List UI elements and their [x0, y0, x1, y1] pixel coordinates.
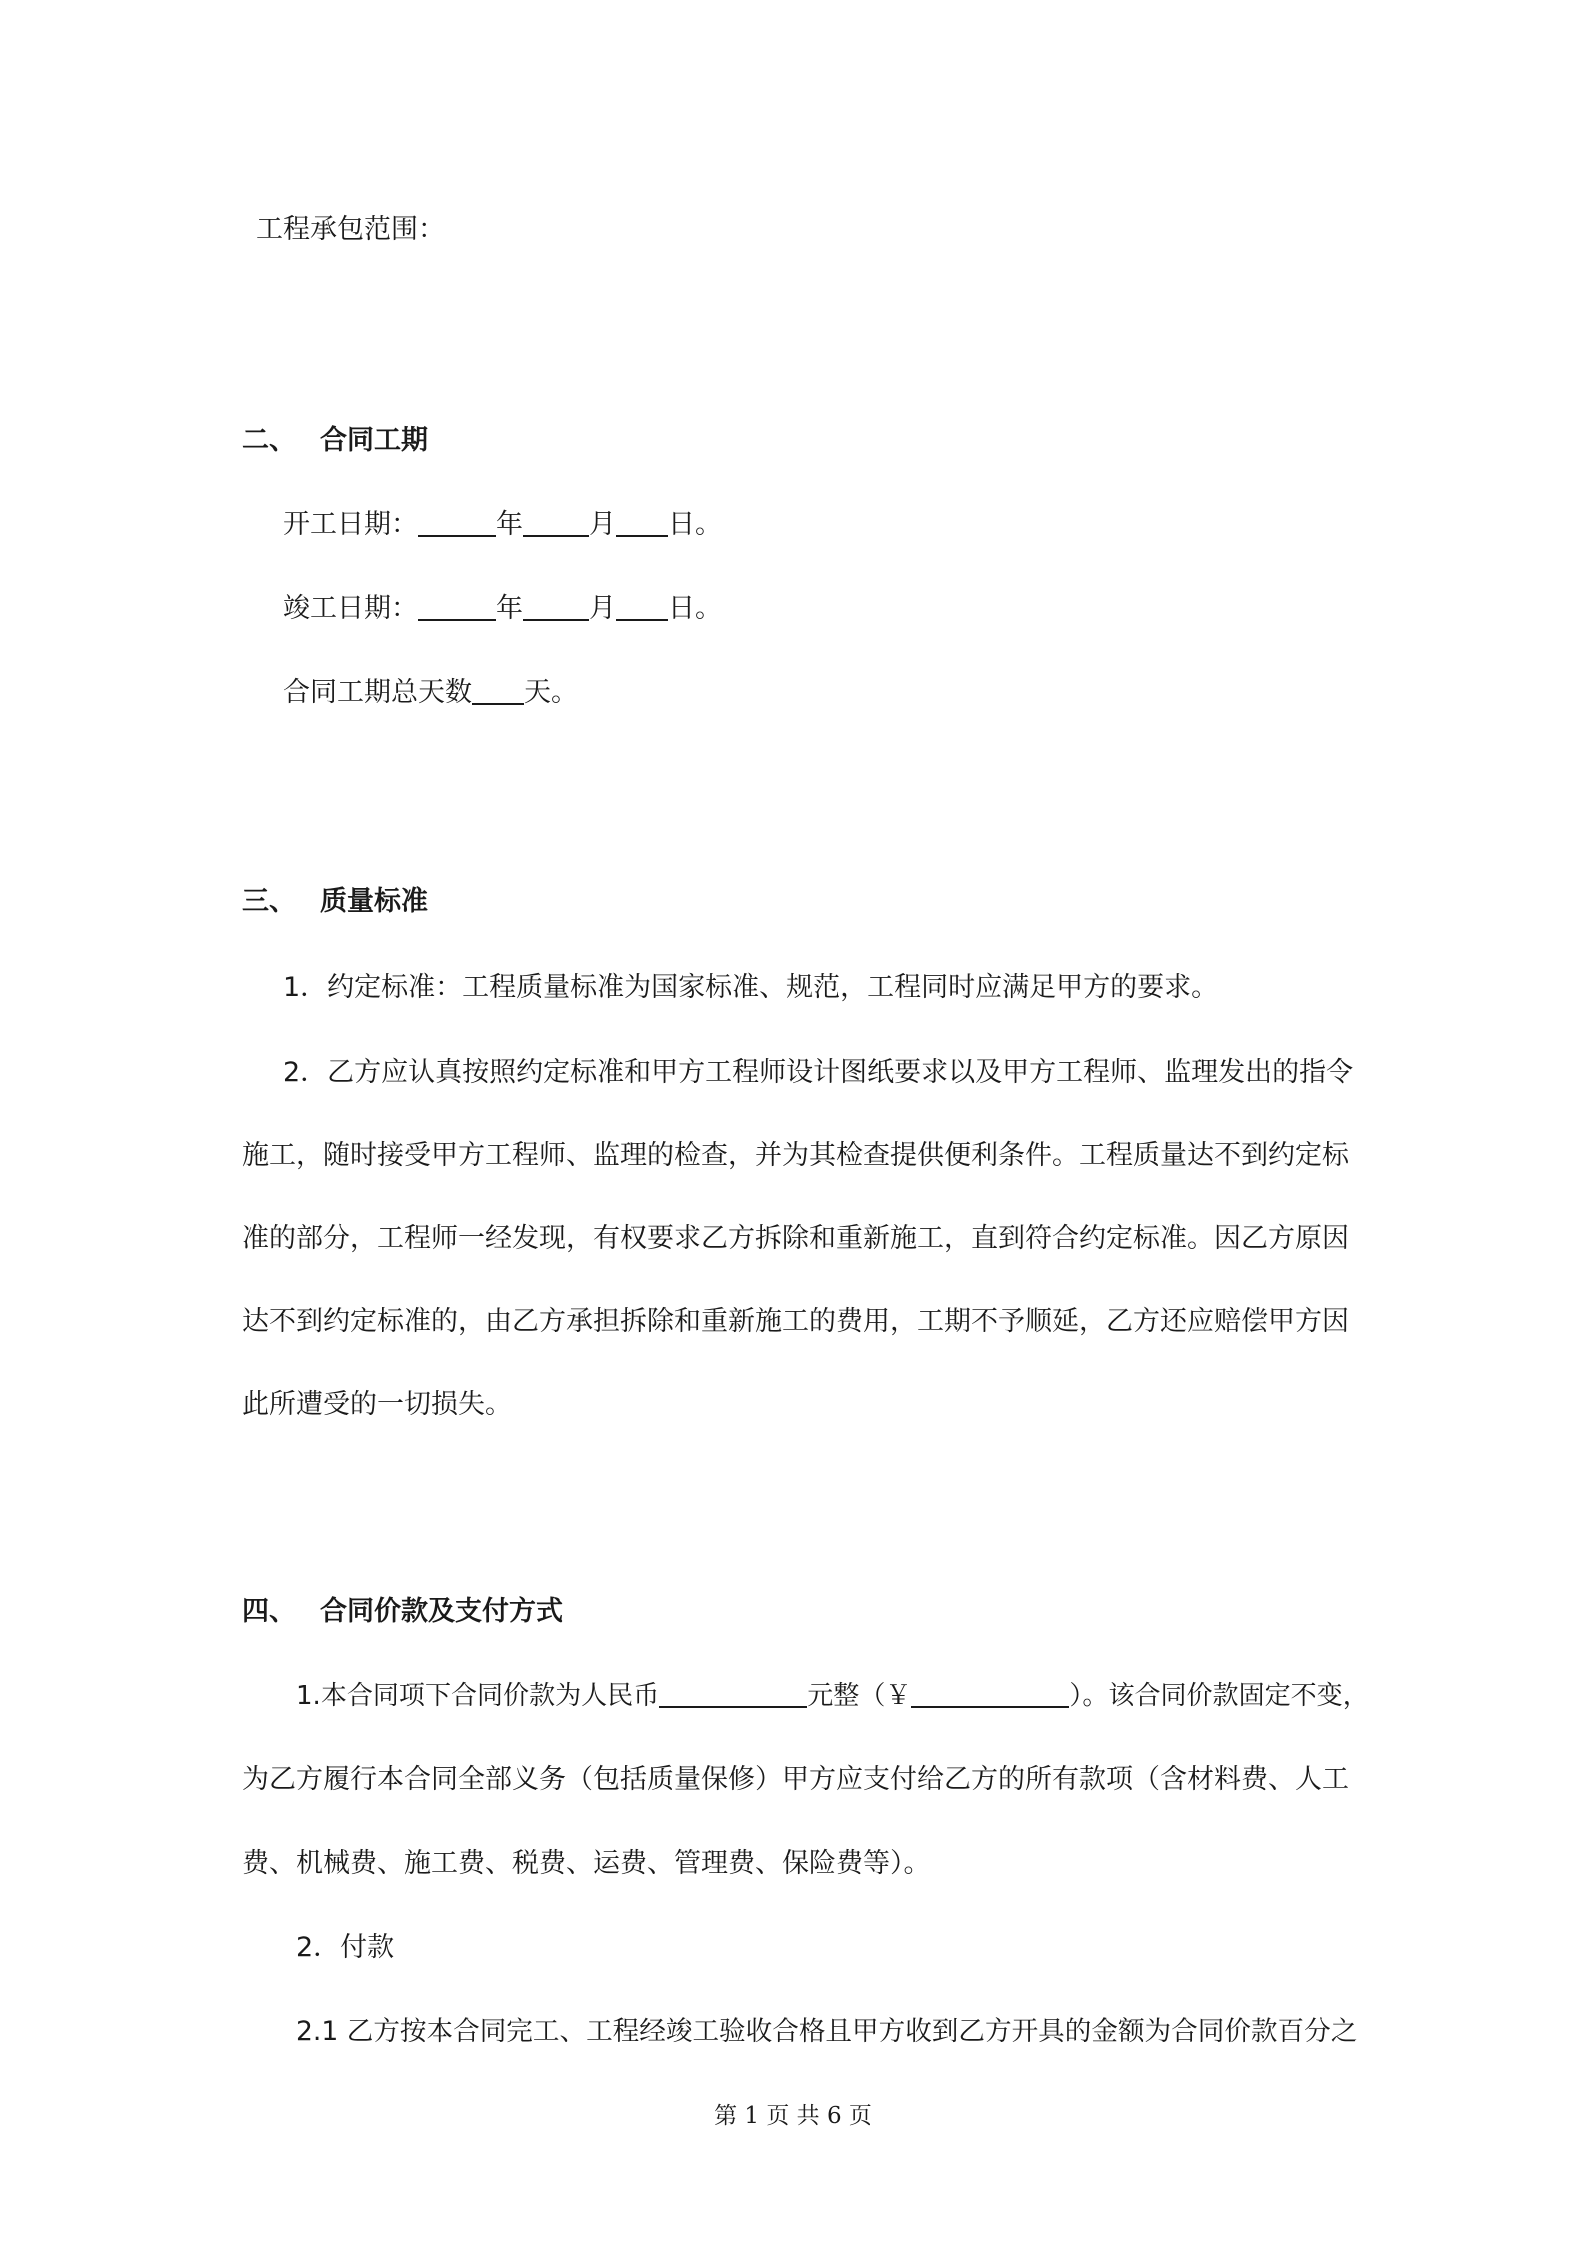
quality-standard-paragraph: 1．约定标准：工程质量标准为国家标准、规范，工程同时应满足甲方的要求。 — [283, 972, 1219, 1003]
end-date-label: 竣工日期： — [283, 593, 418, 624]
section-3-heading — [242, 882, 428, 922]
section-4-title: 合同价款及支付方式 — [320, 1596, 563, 1627]
quality-paragraph-line: 2．乙方应认真按照约定标准和甲方工程师设计图纸要求以及甲方工程师、监理发出的指令 — [283, 1057, 1354, 1088]
end-date-line — [283, 589, 722, 629]
start-day-unit: 日。 — [668, 509, 722, 540]
start-month-unit: 月 — [589, 509, 616, 540]
total-days-prefix: 合同工期总天数 — [283, 677, 472, 708]
end-month-blank[interactable] — [523, 589, 589, 621]
total-days-suffix: 天。 — [524, 677, 578, 708]
end-year-blank[interactable] — [418, 589, 496, 621]
end-month-unit: 月 — [589, 593, 616, 624]
price-text-c: ）。该合同价款固定不变， — [1069, 1681, 1369, 1711]
total-days-blank[interactable] — [472, 673, 524, 705]
price-text-b: 元整（￥ — [807, 1681, 912, 1711]
price-amount-blank[interactable] — [911, 1676, 1069, 1708]
section-4-number: 四、 — [242, 1596, 296, 1627]
section-2-heading — [242, 421, 428, 461]
start-year-blank[interactable] — [418, 505, 496, 537]
section-4-heading — [242, 1592, 563, 1632]
payment-clause-2-1: 2.1 乙方按本合同完工、工程经竣工验收合格且甲方收到乙方开具的金额为合同价款百分之 — [296, 2016, 1358, 2047]
start-day-blank[interactable] — [616, 505, 668, 537]
price-text-a: 1.本合同项下合同价款为人民币 — [296, 1681, 660, 1711]
section-3-number: 三、 — [242, 886, 296, 917]
price-rmb-blank[interactable] — [659, 1676, 807, 1708]
scope-label: 工程承包范围： — [256, 214, 445, 245]
quality-paragraph-line: 达不到约定标准的，由乙方承担拆除和重新施工的费用，工期不予顺延，乙方还应赔偿甲方因 — [242, 1306, 1349, 1337]
price-line-1 — [296, 1676, 1369, 1716]
end-year-unit: 年 — [496, 593, 523, 624]
total-days-line — [283, 673, 578, 713]
page-footer: 第 1 页 共 6 页 — [714, 2103, 872, 2129]
price-line-3: 费、机械费、施工费、税费、运费、管理费、保险费等）。 — [242, 1848, 931, 1879]
price-line-2: 为乙方履行本合同全部义务（包括质量保修）甲方应支付给乙方的所有款项（含材料费、人工 — [242, 1764, 1349, 1795]
payment-heading: 2．付款 — [296, 1932, 395, 1963]
section-3-title: 质量标准 — [320, 886, 428, 917]
end-day-blank[interactable] — [616, 589, 668, 621]
section-2-number: 二、 — [242, 425, 296, 456]
quality-paragraph-line: 施工，随时接受甲方工程师、监理的检查，并为其检查提供便利条件。工程质量达不到约定标 — [242, 1140, 1349, 1171]
quality-paragraph-line: 此所遭受的一切损失。 — [242, 1389, 512, 1420]
quality-paragraph-line: 准的部分，工程师一经发现，有权要求乙方拆除和重新施工，直到符合约定标准。因乙方原因 — [242, 1223, 1349, 1254]
start-month-blank[interactable] — [523, 505, 589, 537]
start-date-line — [283, 505, 722, 545]
start-year-unit: 年 — [496, 509, 523, 540]
end-day-unit: 日。 — [668, 593, 722, 624]
start-date-label: 开工日期： — [283, 509, 418, 540]
section-2-title: 合同工期 — [320, 425, 428, 456]
